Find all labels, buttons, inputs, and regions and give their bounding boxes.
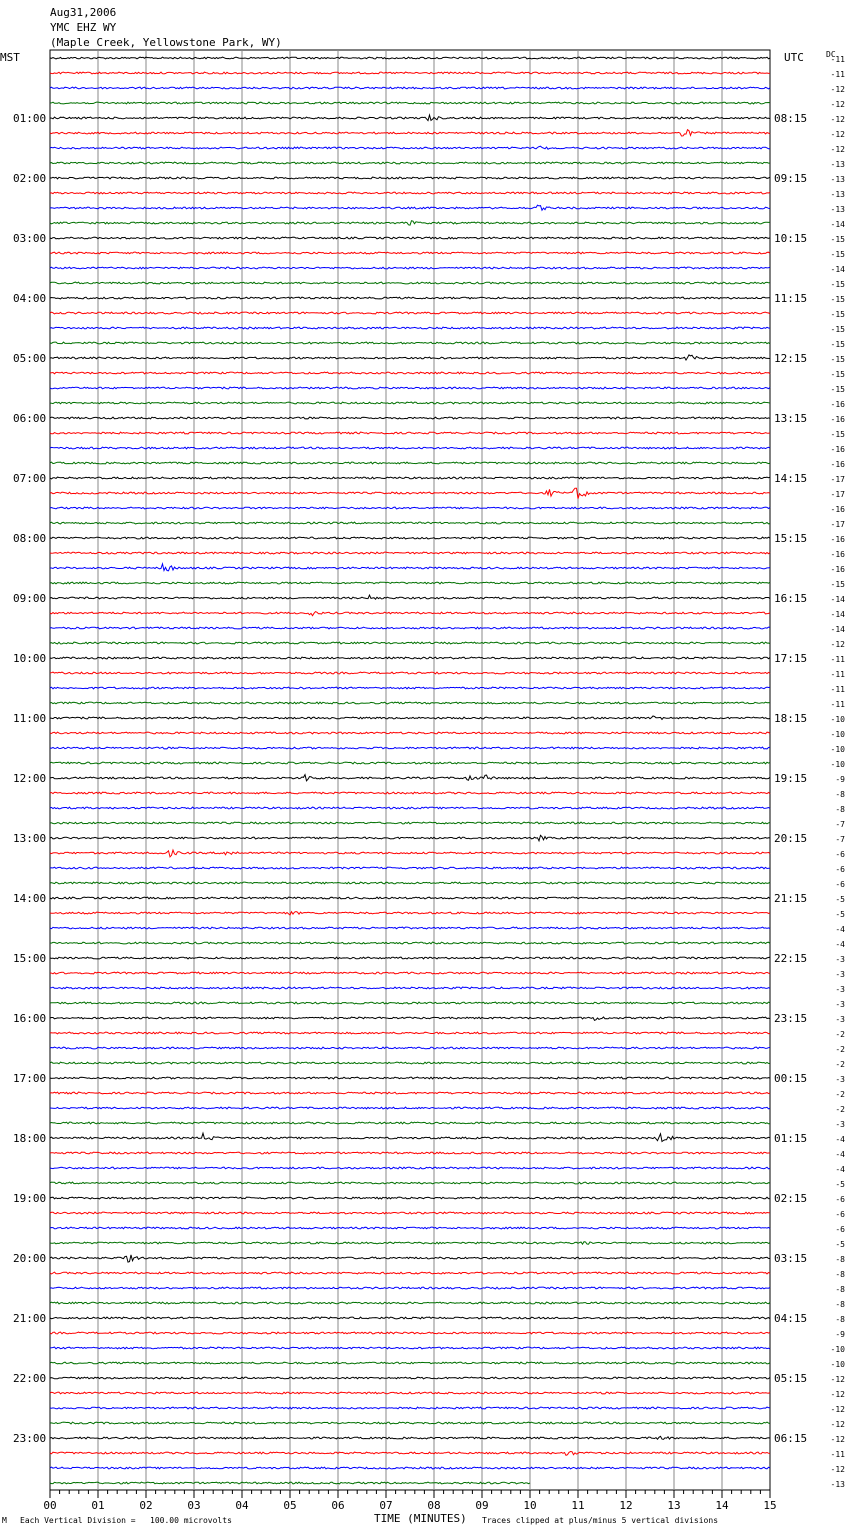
dc-offset-label: -2 xyxy=(835,1105,845,1114)
dc-offset-label: -12 xyxy=(830,1465,845,1474)
dc-offset-label: -6 xyxy=(835,850,845,859)
dc-offset-label: -7 xyxy=(835,835,845,844)
x-tick-label: 03 xyxy=(187,1499,201,1512)
trace-line xyxy=(50,192,770,194)
dc-offset-label: -9 xyxy=(835,775,845,784)
trace-line xyxy=(50,1436,770,1439)
trace-line xyxy=(50,912,770,916)
trace-line xyxy=(50,1062,770,1064)
dc-offset-label: -16 xyxy=(830,565,845,574)
trace-line xyxy=(50,297,770,299)
dc-offset-label: -4 xyxy=(835,1150,845,1159)
trace-line xyxy=(50,522,770,524)
trace-line xyxy=(50,1167,770,1169)
dc-offset-label: -11 xyxy=(830,70,845,79)
trace-line xyxy=(50,1032,770,1034)
trace-line xyxy=(50,732,770,734)
dc-offset-label: -15 xyxy=(830,295,845,304)
dc-offset-label: -15 xyxy=(830,370,845,379)
trace-line xyxy=(50,642,770,644)
trace-line xyxy=(50,1092,770,1094)
dc-offset-label: -11 xyxy=(830,55,845,64)
trace-line xyxy=(50,1002,770,1004)
trace-line xyxy=(50,1227,770,1229)
trace-line xyxy=(50,582,770,584)
trace-line xyxy=(50,1332,770,1334)
dc-offset-label: -15 xyxy=(830,430,845,439)
mst-hour-labels xyxy=(13,112,46,1445)
dc-offset-label: -3 xyxy=(835,1075,845,1084)
mst-hour-label: 09:00 xyxy=(13,592,47,605)
dc-offset-label: -17 xyxy=(830,475,845,484)
trace-line xyxy=(50,177,770,179)
mst-hour-label: 01:00 xyxy=(13,112,47,125)
dc-offset-label: -14 xyxy=(830,610,845,619)
dc-offset-label: -10 xyxy=(830,760,845,769)
mst-label: MST xyxy=(0,51,20,64)
utc-hour-label: 04:15 xyxy=(774,1312,808,1325)
utc-hour-label: 01:15 xyxy=(774,1132,808,1145)
trace-line xyxy=(50,972,770,974)
trace-line xyxy=(50,1362,770,1364)
dc-offset-label: -12 xyxy=(830,640,845,649)
utc-hour-label: 14:15 xyxy=(774,472,808,485)
mst-hour-label: 17:00 xyxy=(13,1072,47,1085)
dc-offset-label: -12 xyxy=(830,115,845,124)
trace-line xyxy=(50,146,770,149)
utc-hour-label: 09:15 xyxy=(774,172,808,185)
trace-line xyxy=(50,1077,770,1079)
mst-hour-label: 04:00 xyxy=(13,292,47,305)
dc-offset-label: -14 xyxy=(830,595,845,604)
dc-offset-label: -12 xyxy=(830,1420,845,1429)
utc-hour-label: 17:15 xyxy=(774,652,808,665)
dc-offset-label: -2 xyxy=(835,1060,845,1069)
dc-offset-label: -12 xyxy=(830,100,845,109)
date-label: Aug31,2006 xyxy=(50,6,117,19)
dc-offset-label: -16 xyxy=(830,460,845,469)
x-tick-label: 09 xyxy=(475,1499,489,1512)
trace-line xyxy=(50,252,770,254)
dc-offset-label: -15 xyxy=(830,250,845,259)
trace-line xyxy=(50,115,770,121)
dc-offset-label: -10 xyxy=(830,730,845,739)
dc-offset-label: -11 xyxy=(830,685,845,694)
trace-line xyxy=(50,747,770,749)
dc-offset-label: -12 xyxy=(830,1375,845,1384)
dc-offset-label: -4 xyxy=(835,940,845,949)
dc-offset-label: -16 xyxy=(830,445,845,454)
trace-line xyxy=(50,1272,770,1274)
x-axis-title: TIME (MINUTES) xyxy=(374,1512,467,1525)
trace-line xyxy=(50,762,770,764)
trace-line xyxy=(50,1017,770,1020)
trace-line xyxy=(50,1452,770,1456)
utc-label: UTC xyxy=(784,51,804,64)
dc-offset-label: -15 xyxy=(830,355,845,364)
dc-offset-label: -3 xyxy=(835,1000,845,1009)
dc-offset-label: -8 xyxy=(835,1300,845,1309)
dc-offset-label: -16 xyxy=(830,505,845,514)
x-tick-label: 13 xyxy=(667,1499,681,1512)
trace-line xyxy=(50,1255,770,1262)
trace-line xyxy=(50,627,770,629)
dc-offset-label: -3 xyxy=(835,970,845,979)
scale-value: 100.00 microvolts xyxy=(150,1516,232,1525)
mst-hour-label: 18:00 xyxy=(13,1132,47,1145)
trace-line xyxy=(50,672,770,674)
dc-offset-label: -11 xyxy=(830,655,845,664)
trace-line xyxy=(50,237,770,239)
mst-hour-label: 21:00 xyxy=(13,1312,47,1325)
time-axis xyxy=(43,1490,776,1512)
dc-offset-label: -3 xyxy=(835,985,845,994)
utc-hour-label: 21:15 xyxy=(774,892,808,905)
dc-offset-label: -16 xyxy=(830,535,845,544)
trace-line xyxy=(50,807,770,809)
trace-line xyxy=(50,552,770,554)
dc-offset-label: -3 xyxy=(835,1120,845,1129)
trace-line xyxy=(50,342,770,344)
trace-line xyxy=(50,387,770,389)
dc-offset-label: -12 xyxy=(830,130,845,139)
mst-hour-label: 23:00 xyxy=(13,1432,47,1445)
utc-hour-label: 16:15 xyxy=(774,592,808,605)
trace-line xyxy=(50,942,770,944)
trace-line xyxy=(50,267,770,269)
trace-line xyxy=(50,775,770,781)
utc-hour-label: 11:15 xyxy=(774,292,808,305)
dc-offset-label: -14 xyxy=(830,625,845,634)
trace-line xyxy=(50,447,770,449)
trace-line xyxy=(50,1377,770,1379)
trace-line xyxy=(50,1212,770,1214)
dc-offset-label: -8 xyxy=(835,1315,845,1324)
dc-offset-label: -15 xyxy=(830,580,845,589)
station-label: YMC EHZ WY xyxy=(50,21,117,34)
trace-line xyxy=(50,462,770,464)
utc-hour-label: 15:15 xyxy=(774,532,808,545)
trace-line xyxy=(50,372,770,374)
dc-offset-label: -6 xyxy=(835,1195,845,1204)
utc-hour-label: 22:15 xyxy=(774,952,808,965)
dc-offset-label: -8 xyxy=(835,790,845,799)
dc-offset-label: -11 xyxy=(830,670,845,679)
dc-offset-label: -6 xyxy=(835,1210,845,1219)
mst-hour-label: 22:00 xyxy=(13,1372,47,1385)
mst-hour-label: 12:00 xyxy=(13,772,47,785)
x-tick-label: 02 xyxy=(139,1499,153,1512)
dc-offset-label: -8 xyxy=(835,1270,845,1279)
dc-offset-label: -7 xyxy=(835,820,845,829)
trace-line xyxy=(50,417,770,419)
x-tick-label: 04 xyxy=(235,1499,249,1512)
mst-hour-label: 14:00 xyxy=(13,892,47,905)
utc-hour-label: 19:15 xyxy=(774,772,808,785)
dc-offset-label: -6 xyxy=(835,865,845,874)
utc-hour-label: 10:15 xyxy=(774,232,808,245)
dc-offset-label: -10 xyxy=(830,1345,845,1354)
trace-line xyxy=(50,1242,770,1245)
mst-hour-label: 16:00 xyxy=(13,1012,47,1025)
trace-line xyxy=(50,595,770,599)
dc-header-label: DC xyxy=(826,50,836,59)
dc-offset-label: -11 xyxy=(830,1450,845,1459)
trace-line xyxy=(50,835,770,841)
corner-mark: M xyxy=(2,1516,7,1525)
mst-hour-label: 07:00 xyxy=(13,472,47,485)
dc-offset-label: -5 xyxy=(835,1240,845,1249)
dc-offset-label: -15 xyxy=(830,235,845,244)
dc-offset-label: -10 xyxy=(830,745,845,754)
dc-offset-label: -4 xyxy=(835,1135,845,1144)
dc-offset-label: -3 xyxy=(835,1015,845,1024)
trace-line xyxy=(50,87,770,89)
trace-line xyxy=(50,564,770,571)
trace-line xyxy=(50,355,770,360)
trace-line xyxy=(50,537,770,539)
mst-hour-label: 03:00 xyxy=(13,232,47,245)
trace-line xyxy=(50,327,770,329)
x-tick-label: 11 xyxy=(571,1499,585,1512)
x-tick-label: 05 xyxy=(283,1499,297,1512)
trace-line xyxy=(50,822,770,824)
trace-line xyxy=(50,312,770,314)
trace-line xyxy=(50,716,770,719)
dc-offset-label: -3 xyxy=(835,955,845,964)
trace-line xyxy=(50,72,770,74)
x-tick-label: 06 xyxy=(331,1499,345,1512)
dc-offset-label: -6 xyxy=(835,1225,845,1234)
trace-line xyxy=(50,657,770,659)
dc-offset-label: -12 xyxy=(830,145,845,154)
utc-hour-label: 08:15 xyxy=(774,112,808,125)
mst-hour-label: 05:00 xyxy=(13,352,47,365)
trace-line xyxy=(50,1302,770,1304)
mst-hour-label: 19:00 xyxy=(13,1192,47,1205)
mst-hour-label: 15:00 xyxy=(13,952,47,965)
trace-line xyxy=(50,1287,770,1289)
trace-line xyxy=(50,488,770,499)
dc-offset-label: -10 xyxy=(830,1360,845,1369)
dc-offset-label: -12 xyxy=(830,1405,845,1414)
mst-hour-label: 06:00 xyxy=(13,412,47,425)
dc-offset-label: -12 xyxy=(830,85,845,94)
trace-line xyxy=(50,957,770,959)
utc-hour-labels xyxy=(774,112,807,1445)
x-tick-label: 00 xyxy=(43,1499,57,1512)
dc-offset-label: -14 xyxy=(830,220,845,229)
dc-offset-label: -13 xyxy=(830,205,845,214)
dc-offset-label: -4 xyxy=(835,1165,845,1174)
dc-offset-label: -13 xyxy=(830,175,845,184)
utc-hour-label: 05:15 xyxy=(774,1372,808,1385)
trace-line xyxy=(50,702,770,704)
dc-offset-label: -10 xyxy=(830,715,845,724)
trace-line xyxy=(50,477,770,479)
mst-hour-label: 13:00 xyxy=(13,832,47,845)
trace-line xyxy=(50,130,770,136)
mst-hour-label: 02:00 xyxy=(13,172,47,185)
dc-offset-label: -12 xyxy=(830,1390,845,1399)
trace-line xyxy=(50,102,770,104)
dc-offset-label: -15 xyxy=(830,310,845,319)
trace-line xyxy=(50,1392,770,1394)
location-label: (Maple Creek, Yellowstone Park, WY) xyxy=(50,36,282,49)
utc-hour-label: 18:15 xyxy=(774,712,808,725)
trace-line xyxy=(50,402,770,404)
x-tick-label: 07 xyxy=(379,1499,393,1512)
dc-offset-label: -5 xyxy=(835,895,845,904)
dc-offset-label: -2 xyxy=(835,1045,845,1054)
trace-line xyxy=(50,1467,770,1469)
dc-offset-label: -8 xyxy=(835,1285,845,1294)
x-tick-label: 10 xyxy=(523,1499,537,1512)
dc-offset-label: -2 xyxy=(835,1090,845,1099)
x-tick-label: 12 xyxy=(619,1499,633,1512)
dc-offset-label: -6 xyxy=(835,880,845,889)
trace-line xyxy=(50,1347,770,1349)
trace-line xyxy=(50,1047,770,1049)
dc-offset-label: -4 xyxy=(835,925,845,934)
utc-hour-label: 06:15 xyxy=(774,1432,808,1445)
scale-prefix: Each Vertical Division = xyxy=(20,1516,136,1525)
utc-hour-label: 00:15 xyxy=(774,1072,808,1085)
trace-line xyxy=(50,1422,770,1424)
dc-offset-label: -17 xyxy=(830,490,845,499)
trace-line xyxy=(50,867,770,869)
trace-line xyxy=(50,432,770,434)
trace-line xyxy=(50,1182,770,1184)
trace-line xyxy=(50,1197,770,1199)
utc-hour-label: 02:15 xyxy=(774,1192,808,1205)
dc-offset-label: -15 xyxy=(830,280,845,289)
mst-hour-label: 10:00 xyxy=(13,652,47,665)
clip-note: Traces clipped at plus/minus 5 vertical divisions xyxy=(482,1516,719,1525)
mst-hour-label: 11:00 xyxy=(13,712,47,725)
dc-offset-labels xyxy=(831,55,846,1489)
dc-offset-label: -15 xyxy=(830,325,845,334)
trace-line xyxy=(50,792,770,794)
trace-line xyxy=(50,850,770,857)
trace-line xyxy=(50,882,770,884)
dc-offset-label: -16 xyxy=(830,415,845,424)
trace-lines xyxy=(50,57,770,1484)
trace-line xyxy=(50,612,770,616)
trace-line xyxy=(50,1133,770,1141)
dc-offset-label: -14 xyxy=(830,265,845,274)
trace-line xyxy=(50,687,770,689)
trace-line xyxy=(50,897,770,899)
dc-offset-label: -11 xyxy=(830,700,845,709)
x-tick-label: 01 xyxy=(91,1499,105,1512)
trace-line xyxy=(50,987,770,989)
trace-line xyxy=(50,507,770,509)
mst-hour-label: 20:00 xyxy=(13,1252,47,1265)
dc-offset-label: -13 xyxy=(830,190,845,199)
mst-hour-label: 08:00 xyxy=(13,532,47,545)
dc-offset-label: -9 xyxy=(835,1330,845,1339)
x-tick-label: 15 xyxy=(763,1499,777,1512)
x-tick-label: 14 xyxy=(715,1499,729,1512)
trace-line xyxy=(50,57,770,59)
utc-hour-label: 20:15 xyxy=(774,832,808,845)
trace-line xyxy=(50,927,770,929)
trace-line xyxy=(50,162,770,164)
trace-line xyxy=(50,1317,770,1319)
dc-offset-label: -8 xyxy=(835,805,845,814)
dc-offset-label: -16 xyxy=(830,550,845,559)
trace-line xyxy=(50,1152,770,1154)
trace-line xyxy=(50,221,770,226)
dc-offset-label: -15 xyxy=(830,385,845,394)
trace-line xyxy=(50,205,770,210)
dc-offset-label: -16 xyxy=(830,400,845,409)
trace-line xyxy=(50,1107,770,1109)
dc-offset-label: -2 xyxy=(835,1030,845,1039)
dc-offset-label: -8 xyxy=(835,1255,845,1264)
dc-offset-label: -12 xyxy=(830,1435,845,1444)
dc-offset-label: -17 xyxy=(830,520,845,529)
utc-hour-label: 23:15 xyxy=(774,1012,808,1025)
dc-offset-label: -13 xyxy=(830,160,845,169)
trace-line xyxy=(50,1122,770,1124)
dc-offset-label: -5 xyxy=(835,1180,845,1189)
utc-hour-label: 12:15 xyxy=(774,352,808,365)
trace-line xyxy=(50,1407,770,1409)
dc-offset-label: -13 xyxy=(830,1480,845,1489)
utc-hour-label: 13:15 xyxy=(774,412,808,425)
trace-line xyxy=(50,282,770,284)
dc-offset-label: -5 xyxy=(835,910,845,919)
dc-offset-label: -15 xyxy=(830,340,845,349)
x-tick-label: 08 xyxy=(427,1499,441,1512)
utc-hour-label: 03:15 xyxy=(774,1252,808,1265)
